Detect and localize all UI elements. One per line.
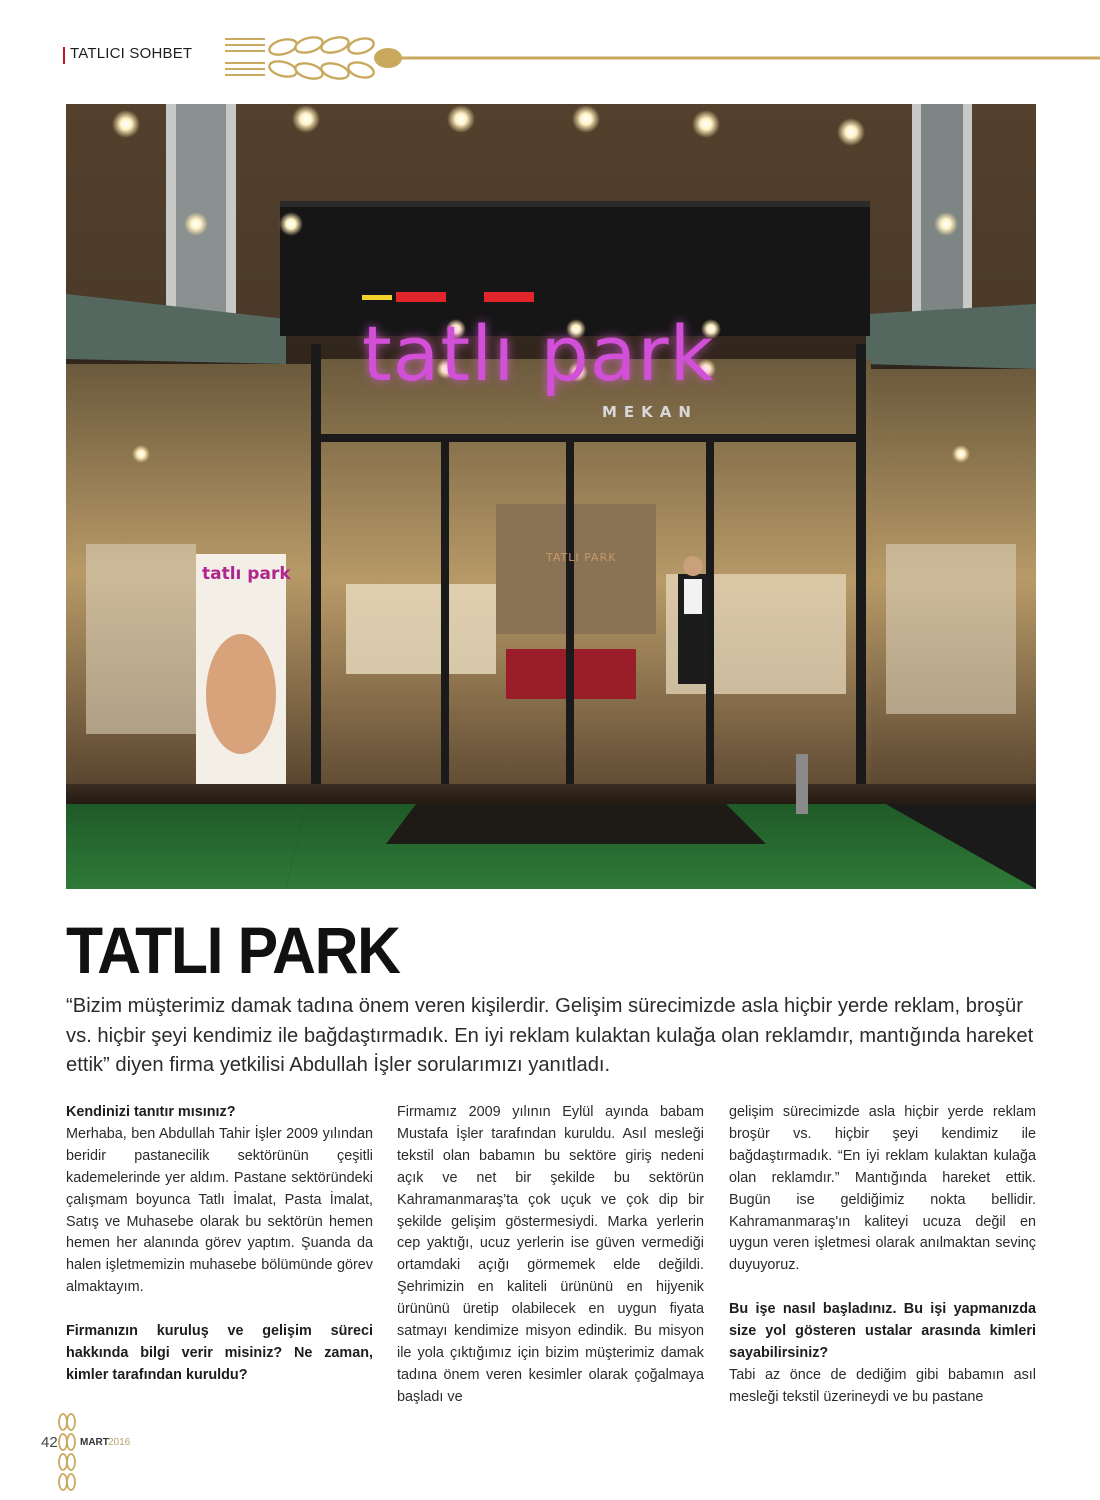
answer-1: Merhaba, ben Abdullah Tahir İşler 2009 yılından beridir pastanecilik sektörünün çeşitli kademelerinde yer aldım. Pastane sektöründeki çalışmam boyunca Tatlı İmalat, Pasta İmalat, Satış ve Muhasebe olarak bu sektörün hemen hemen her alanında görev yaptım. Şuanda da halen işletmemizin muhasebe bölümünde görev almaktayım. <box>66 1125 373 1296</box>
footer-month: MART <box>80 1437 109 1448</box>
kiosk-sign: tatlı park <box>202 564 291 584</box>
answer-2: Firmamız 2009 yılının Eylül ayında babam Mustafa İşler tarafından kuruldu. Asıl mesleği tekstil olan babamın bu sektöre giriş nedeni açık ve net bir şekilde bu sektörün Kahramanmaraş'ta çok uçuk ve çok dip bir şekilde gelişim göstermesiydi. Marka yerlerin cep yaktığı, ucuz yerlerin ise güven vermediği ortamdaki açığı görmemek elde değildi. Şehrimizin en kaliteli ürününü en hijyenik ürününü üretip olabilecek en uygun fiyata satmayı kendimize misyon edindik. Bu misyon ile yola çıktığımız için bizim müşterimiz damak tadına önem veren kesimler olarak çoğalmaya başladı ve <box>397 1104 704 1405</box>
question-1: Kendinizi tanıtır mısınız? <box>66 1104 236 1120</box>
article-column-1 <box>66 1102 373 1387</box>
counter-sign: TATLI PARK <box>546 551 617 564</box>
article-lead: “Bizim müşterimiz damak tadına önem veren kişilerdir. Gelişim sürecimizde asla hiçbir yerde reklam, broşür vs. hiçbir şeyi kendimiz ile bağdaştırmadık. En iyi reklam kulaktan kulağa olan reklamdır, mantığında hareket ettik” diyen firma yetkilisi Abdullah İşler sorularımızı yanıtladı. <box>66 995 1034 1076</box>
page-number: 42 <box>41 1434 58 1451</box>
wheat-icon <box>58 1412 76 1500</box>
article-column-3 <box>729 1102 1036 1409</box>
article-column-2 <box>397 1102 704 1409</box>
section-label: TATLICI SOHBET <box>70 45 193 62</box>
question-2: Firmanızın kuruluş ve gelişim süreci hakkında bilgi verir misiniz? Ne zaman, kimler tarafından kuruldu? <box>66 1323 373 1383</box>
storefront-photo <box>66 104 1036 889</box>
answer-2-continued: gelişim sürecimizde asla hiçbir yerde reklam broşür vs. hiçbir şeyi kendimiz ile bağdaştırmadık. “En iyi reklam kulaktan kulağa olan reklamdır.” Mantığında hareket ettik. Bugün ise geldiğimiz nokta bellidir. Kahramanmaraş'ın kaliteyi ucuza değil en uygun veren işletmesi olarak anılmaktan sevinç duyuyoruz. <box>729 1104 1036 1274</box>
storefront-sign-subtext: MEKAN <box>602 403 698 421</box>
answer-3: Tabi az önce de dediğim gibi babamın asıl mesleği tekstil üzerineydi ve bu pastane <box>729 1366 1036 1405</box>
section-accent-bar <box>63 47 65 64</box>
question-3: Bu işe nasıl başladınız. Bu işi yapmanızda size yol gösteren ustalar arasında kimleri sayabilirsiniz? <box>729 1301 1036 1362</box>
storefront-sign: tatlı park <box>362 309 715 398</box>
footer-year: 2016 <box>108 1437 131 1448</box>
article-title: TATLI PARK <box>66 913 400 987</box>
wheat-ornament-icon <box>225 33 1100 83</box>
